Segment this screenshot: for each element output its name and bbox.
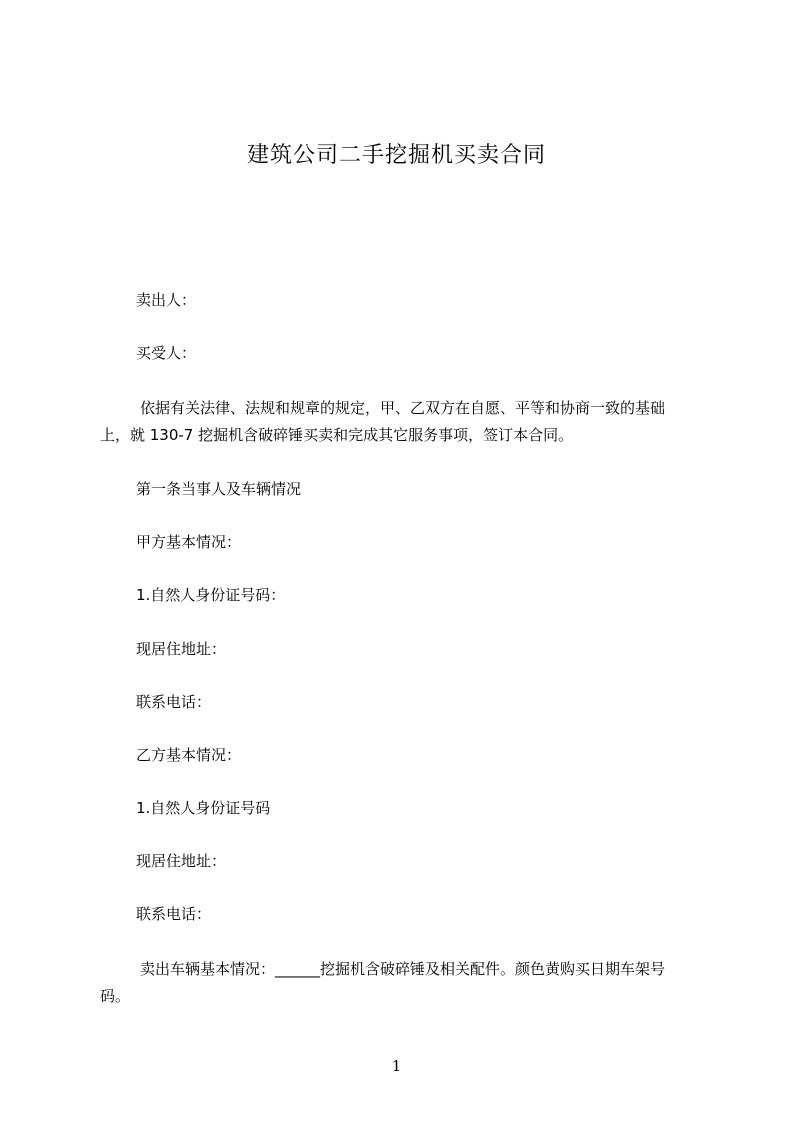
document-title: 建筑公司二手挖掘机买卖合同 — [246, 143, 546, 168]
party-b-phone: 联系电话： — [136, 905, 212, 923]
vehicle-info-line-1: 卖出车辆基本情况：______挖掘机含破碎锤及相关配件。颜色黄购买日期车架号 — [140, 960, 666, 978]
party-a-phone: 联系电话： — [136, 693, 212, 711]
intro-paragraph-line-2: 上，就 130-7 挖掘机含破碎锤买卖和完成其它服务事项，签订本合同。 — [100, 426, 574, 444]
vehicle-info-line-2: 码。 — [100, 987, 131, 1005]
party-b-address: 现居住地址： — [136, 852, 227, 870]
party-a-address: 现居住地址： — [136, 640, 227, 658]
intro-paragraph-line-1: 依据有关法律、法规和规章的规定，甲、乙双方在自愿、平等和协商一致的基础 — [140, 399, 666, 417]
page-number: 1 — [391, 1057, 402, 1075]
party-b-heading: 乙方基本情况： — [136, 746, 242, 764]
party-a-heading: 甲方基本情况： — [136, 533, 242, 551]
buyer-label: 买受人： — [136, 344, 197, 362]
article-1-heading: 第一条当事人及车辆情况 — [136, 480, 302, 498]
party-b-id-number: 1.自然人身份证号码 — [136, 799, 271, 817]
party-a-id-number: 1.自然人身份证号码： — [136, 586, 286, 604]
seller-label: 卖出人： — [136, 291, 197, 309]
